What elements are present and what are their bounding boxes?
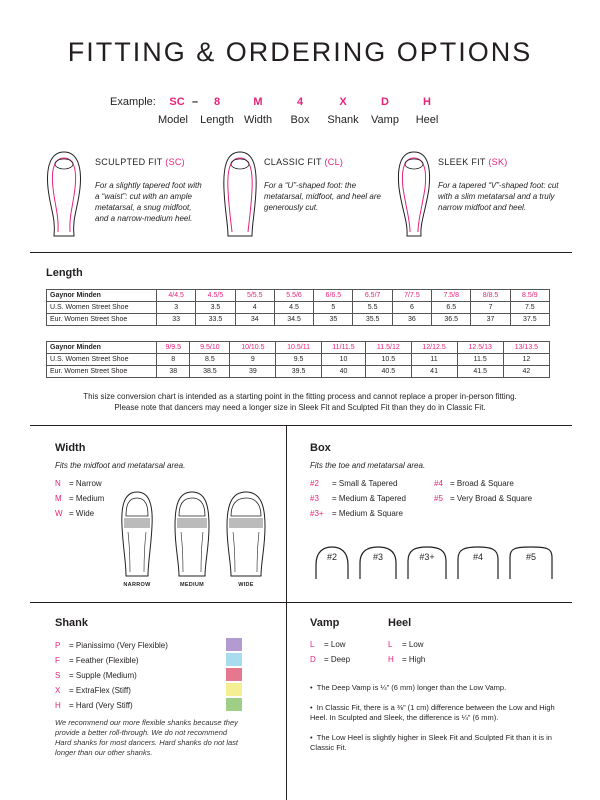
table-cell: 11/11.5 bbox=[321, 342, 365, 354]
table-row bbox=[47, 314, 550, 326]
table-cell: 12 bbox=[503, 354, 549, 366]
table-cell: 10.5 bbox=[366, 354, 411, 366]
table-cell: 35 bbox=[314, 314, 353, 326]
table-cell: 9 bbox=[230, 354, 276, 366]
table-cell: 33.5 bbox=[196, 314, 235, 326]
sculpted-fit-title: SCULPTED FIT (SC) bbox=[95, 157, 185, 167]
shank-item-hard: H = Hard (Very Stiff) bbox=[55, 701, 133, 710]
length-note-line2: Please note that dancers may need a longer size in Sleek Fit and Sculpted Fit than they do in Classic Fit. bbox=[114, 403, 486, 412]
table-cell: 40.5 bbox=[366, 366, 411, 378]
table-cell: 41 bbox=[411, 366, 457, 378]
heel-heading: Heel bbox=[388, 617, 412, 629]
table-cell: 6.5 bbox=[432, 302, 471, 314]
box-4-label: #4 bbox=[472, 552, 483, 562]
length-note bbox=[0, 391, 600, 413]
narrow-label: NARROW bbox=[123, 582, 151, 588]
page-title: FITTING & ORDERING OPTIONS bbox=[67, 37, 533, 67]
example-code-width: M bbox=[253, 96, 263, 108]
table-cell: 5.5/6 bbox=[274, 290, 313, 302]
shank-heading: Shank bbox=[55, 617, 89, 629]
length-heading: Length bbox=[46, 267, 83, 279]
shank-item-feather: F = Feather (Flexible) bbox=[55, 656, 139, 665]
bullet-vamp: • The Deep Vamp is ¼” (6 mm) longer than the Low Vamp. bbox=[310, 683, 507, 692]
table-cell: 4 bbox=[235, 302, 274, 314]
sculpted-fit-desc: For a slightly tapered foot with a “waist”: cut with an ample metatarsal, a snug midfoot, and a narrow-medium heel. bbox=[95, 181, 202, 223]
example-code-shank: X bbox=[339, 96, 347, 108]
vamp-item-low: L = Low bbox=[310, 640, 346, 649]
table-cell: 7.5/8 bbox=[432, 290, 471, 302]
divider bbox=[30, 252, 572, 253]
box-3-label: #3 bbox=[372, 552, 383, 562]
table-cell: 34 bbox=[235, 314, 274, 326]
vamp-item-deep: D = Deep bbox=[310, 655, 351, 664]
table-cell: 40 bbox=[321, 366, 365, 378]
example-code-box: 4 bbox=[296, 96, 304, 108]
table-cell: 3 bbox=[157, 302, 196, 314]
shank-item-extraflex: X = ExtraFlex (Stiff) bbox=[55, 686, 131, 695]
box-item-3: #3 = Medium & Tapered bbox=[310, 494, 406, 503]
wide-label: WIDE bbox=[238, 582, 254, 588]
bullet-low-heel: • The Low Heel is slightly higher in Sleek Fit and Sculpted Fit than it is in Classic Fit. bbox=[310, 733, 552, 752]
box-5-icon bbox=[507, 545, 555, 581]
divider bbox=[30, 602, 572, 603]
example-name-box: Box bbox=[290, 114, 310, 126]
box-3-icon bbox=[357, 545, 399, 581]
table-row bbox=[47, 354, 550, 366]
classic-fit-desc: For a “U”-shaped foot: the metatarsal, midfoot, and heel are generously cut. bbox=[264, 181, 381, 212]
table-cell: 13/13.5 bbox=[503, 342, 549, 354]
narrow-shoe-icon bbox=[118, 490, 156, 578]
table-row bbox=[47, 366, 550, 378]
box-3plus-icon bbox=[405, 545, 449, 581]
table-cell: 6/6.5 bbox=[314, 290, 353, 302]
sleek-fit-title: SLEEK FIT (SK) bbox=[438, 157, 508, 167]
table-cell: 39.5 bbox=[276, 366, 321, 378]
shank-item-pianissimo: P = Pianissimo (Very Flexible) bbox=[55, 641, 168, 650]
box-2-label: #2 bbox=[326, 552, 337, 562]
length-note-line1: This size conversion chart is intended as a starting point in the fitting process and cannot replace a proper in-person fitting. bbox=[83, 392, 517, 401]
table-cell: 37 bbox=[471, 314, 510, 326]
table-cell: 9.5 bbox=[276, 354, 321, 366]
swatch-feather bbox=[226, 653, 242, 666]
row-header: Eur. Women Street Shoe bbox=[47, 314, 157, 326]
box-item-5: #5 = Very Broad & Square bbox=[434, 494, 533, 503]
table-cell: 4.5/5 bbox=[196, 290, 235, 302]
box-2-icon bbox=[312, 545, 352, 581]
sleek-shoe-icon bbox=[392, 148, 436, 240]
bullet-heel-difference: • In Classic Fit, there is a ⅜” (1 cm) difference between the Low and High Heel. In Sculpted and Sleek, the difference is ¼” (6 mm). bbox=[310, 703, 555, 722]
box-heading: Box bbox=[310, 442, 331, 454]
sculpted-shoe-icon bbox=[42, 148, 86, 240]
table-row bbox=[47, 302, 550, 314]
table-cell: 7 bbox=[471, 302, 510, 314]
table-cell: 11.5 bbox=[457, 354, 503, 366]
table-cell: 5.5 bbox=[353, 302, 392, 314]
table-cell: 11 bbox=[411, 354, 457, 366]
table-cell: 8.5 bbox=[190, 354, 230, 366]
table-cell: 5/5.5 bbox=[235, 290, 274, 302]
width-item-medium: M = Medium bbox=[55, 494, 105, 503]
table-cell: 34.5 bbox=[274, 314, 313, 326]
divider bbox=[30, 425, 572, 426]
table-cell: 39 bbox=[230, 366, 276, 378]
table-cell: 33 bbox=[157, 314, 196, 326]
example-name-shank: Shank bbox=[327, 114, 359, 126]
table-cell: 42 bbox=[503, 366, 549, 378]
table-cell: 38.5 bbox=[190, 366, 230, 378]
table-cell: 12.5/13 bbox=[457, 342, 503, 354]
width-item-narrow: N = Narrow bbox=[55, 479, 102, 488]
table-cell: 7/7.5 bbox=[392, 290, 431, 302]
classic-fit-title: CLASSIC FIT (CL) bbox=[264, 157, 344, 167]
table-cell: 10/10.5 bbox=[230, 342, 276, 354]
example-code-length: 8 bbox=[213, 96, 221, 108]
table-cell: 7.5 bbox=[510, 302, 549, 314]
vertical-divider bbox=[286, 425, 287, 800]
table-cell: 38 bbox=[157, 366, 190, 378]
table-cell: 8 bbox=[157, 354, 190, 366]
width-sub: Fits the midfoot and metatarsal area. bbox=[55, 461, 186, 470]
shank-note: We recommend our more flexible shanks because they provide a better roll-through. We do not recommend Hard shanks for most dancers. Hard shanks do not last longer than our other shanks. bbox=[55, 718, 239, 757]
shank-item-supple: S = Supple (Medium) bbox=[55, 671, 137, 680]
wide-shoe-icon bbox=[225, 490, 267, 578]
table-cell: 12/12.5 bbox=[411, 342, 457, 354]
box-4-icon bbox=[455, 545, 501, 581]
box-item-2: #2 = Small & Tapered bbox=[310, 479, 398, 488]
example-name-heel: Heel bbox=[415, 114, 439, 126]
table-cell: 4.5 bbox=[274, 302, 313, 314]
box-3plus-label: #3+ bbox=[419, 552, 435, 562]
table-cell: 6.5/7 bbox=[353, 290, 392, 302]
example-dash: – bbox=[191, 96, 199, 108]
table-cell: 4/4.5 bbox=[157, 290, 196, 302]
table-cell: 35.5 bbox=[353, 314, 392, 326]
swatch-hard bbox=[226, 698, 242, 711]
box-item-3plus: #3+ = Medium & Square bbox=[310, 509, 403, 518]
example-code-heel: H bbox=[423, 96, 431, 108]
table-cell: 36 bbox=[392, 314, 431, 326]
table-cell: 9/9.5 bbox=[157, 342, 190, 354]
table-cell: 10.5/11 bbox=[276, 342, 321, 354]
table-row bbox=[47, 290, 550, 302]
table-cell: 36.5 bbox=[432, 314, 471, 326]
table-row bbox=[47, 342, 550, 354]
box-item-4: #4 = Broad & Square bbox=[434, 479, 514, 488]
vamp-heading: Vamp bbox=[310, 617, 340, 629]
row-header: Gaynor Minden bbox=[47, 342, 157, 354]
table-cell: 10 bbox=[321, 354, 365, 366]
width-heading: Width bbox=[55, 442, 86, 454]
heel-item-low: L = Low bbox=[388, 640, 424, 649]
table-cell: 6 bbox=[392, 302, 431, 314]
medium-shoe-icon bbox=[172, 490, 212, 578]
table-cell: 11.5/12 bbox=[366, 342, 411, 354]
sleek-fit-desc: For a tapered “V”-shaped foot: cut with a slim metatarsal and a truly narrow midfoot and heel. bbox=[438, 181, 559, 212]
table-cell: 8/8.5 bbox=[471, 290, 510, 302]
length-table-2 bbox=[46, 341, 550, 378]
table-cell: 37.5 bbox=[510, 314, 549, 326]
row-header: Eur. Women Street Shoe bbox=[47, 366, 157, 378]
example-name-model: Model bbox=[158, 114, 188, 126]
row-header: Gaynor Minden bbox=[47, 290, 157, 302]
example-name-width: Width bbox=[243, 114, 273, 126]
classic-shoe-icon bbox=[218, 148, 262, 240]
table-cell: 5 bbox=[314, 302, 353, 314]
box-sub: Fits the toe and metatarsal area. bbox=[310, 461, 426, 470]
swatch-supple bbox=[226, 668, 242, 681]
table-cell: 3.5 bbox=[196, 302, 235, 314]
example-code-model: SC bbox=[169, 96, 185, 108]
example-name-length: Length bbox=[200, 114, 234, 126]
swatch-pianissimo bbox=[226, 638, 242, 651]
example-name-vamp: Vamp bbox=[371, 114, 399, 126]
medium-label: MEDIUM bbox=[179, 582, 205, 588]
row-header: U.S. Women Street Shoe bbox=[47, 354, 157, 366]
example-code-vamp: D bbox=[381, 96, 389, 108]
table-cell: 8.5/9 bbox=[510, 290, 549, 302]
heel-item-high: H = High bbox=[388, 655, 426, 664]
table-cell: 41.5 bbox=[457, 366, 503, 378]
example-label: Example: bbox=[110, 96, 156, 108]
row-header: U.S. Women Street Shoe bbox=[47, 302, 157, 314]
length-table-1 bbox=[46, 289, 550, 326]
width-item-wide: W = Wide bbox=[55, 509, 95, 518]
swatch-extraflex bbox=[226, 683, 242, 696]
box-5-label: #5 bbox=[525, 552, 536, 562]
table-cell: 9.5/10 bbox=[190, 342, 230, 354]
